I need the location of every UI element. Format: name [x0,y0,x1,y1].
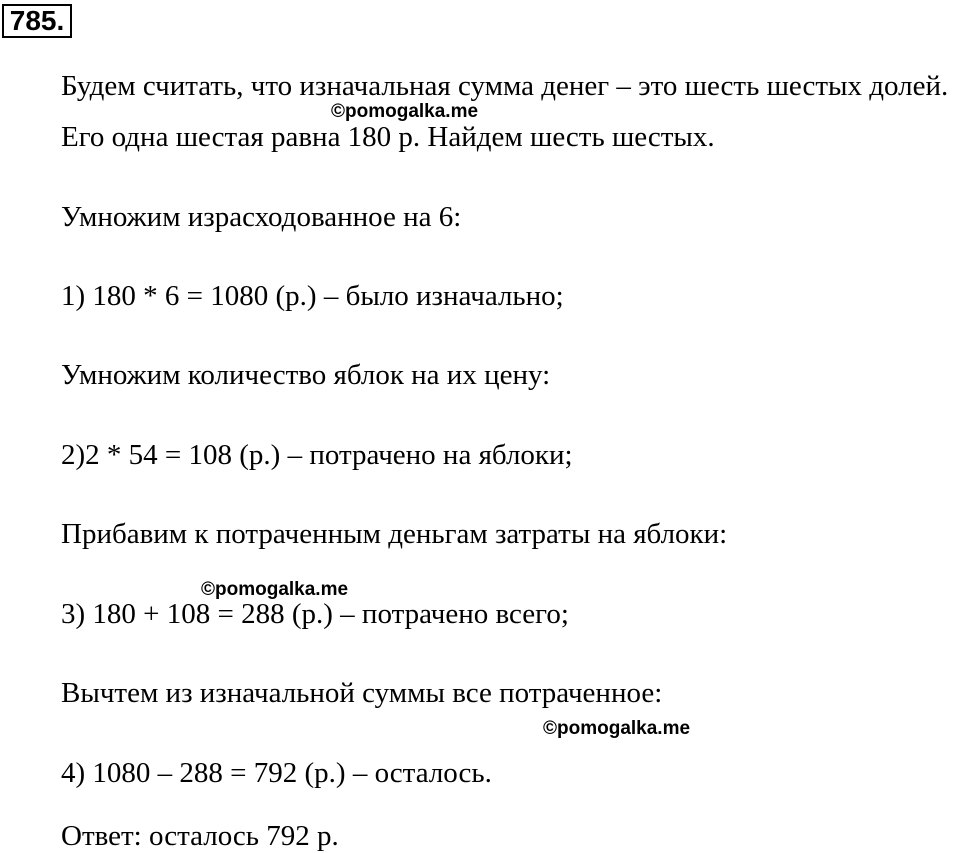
watermark: ©pomogalka.me [543,718,691,739]
watermark: ©pomogalka.me [201,579,349,600]
solution-line-one-sixth: Его одна шестая равна 180 р. Найдем шесть шестых. [61,121,715,153]
solution-line-intro: Будем считать, что изначальная сумма денег – это шесть шестых долей. [61,70,949,102]
problem-number-box: 785. [2,4,72,38]
solution-step-4: 4) 1080 – 288 = 792 (р.) – осталось. [61,757,492,789]
solution-line-subtract-intro: Вычтем из изначальной суммы все потраченное: [61,677,663,709]
solution-step-3: 3) 180 + 108 = 288 (р.) – потрачено всего; [61,598,569,630]
solution-answer: Ответ: осталось 792 р. [61,820,339,852]
solution-step-1: 1) 180 * 6 = 1080 (р.) – было изначально; [61,280,564,312]
solution-step-2: 2)2 * 54 = 108 (р.) – потрачено на яблоки; [61,439,573,471]
solution-line-add-intro: Прибавим к потраченным деньгам затраты на яблоки: [61,518,728,550]
watermark: ©pomogalka.me [331,101,479,122]
solution-line-apples-intro: Умножим количество яблок на их цену: [61,359,551,391]
solution-line-multiply-intro: Умножим израсходованное на 6: [61,201,462,233]
